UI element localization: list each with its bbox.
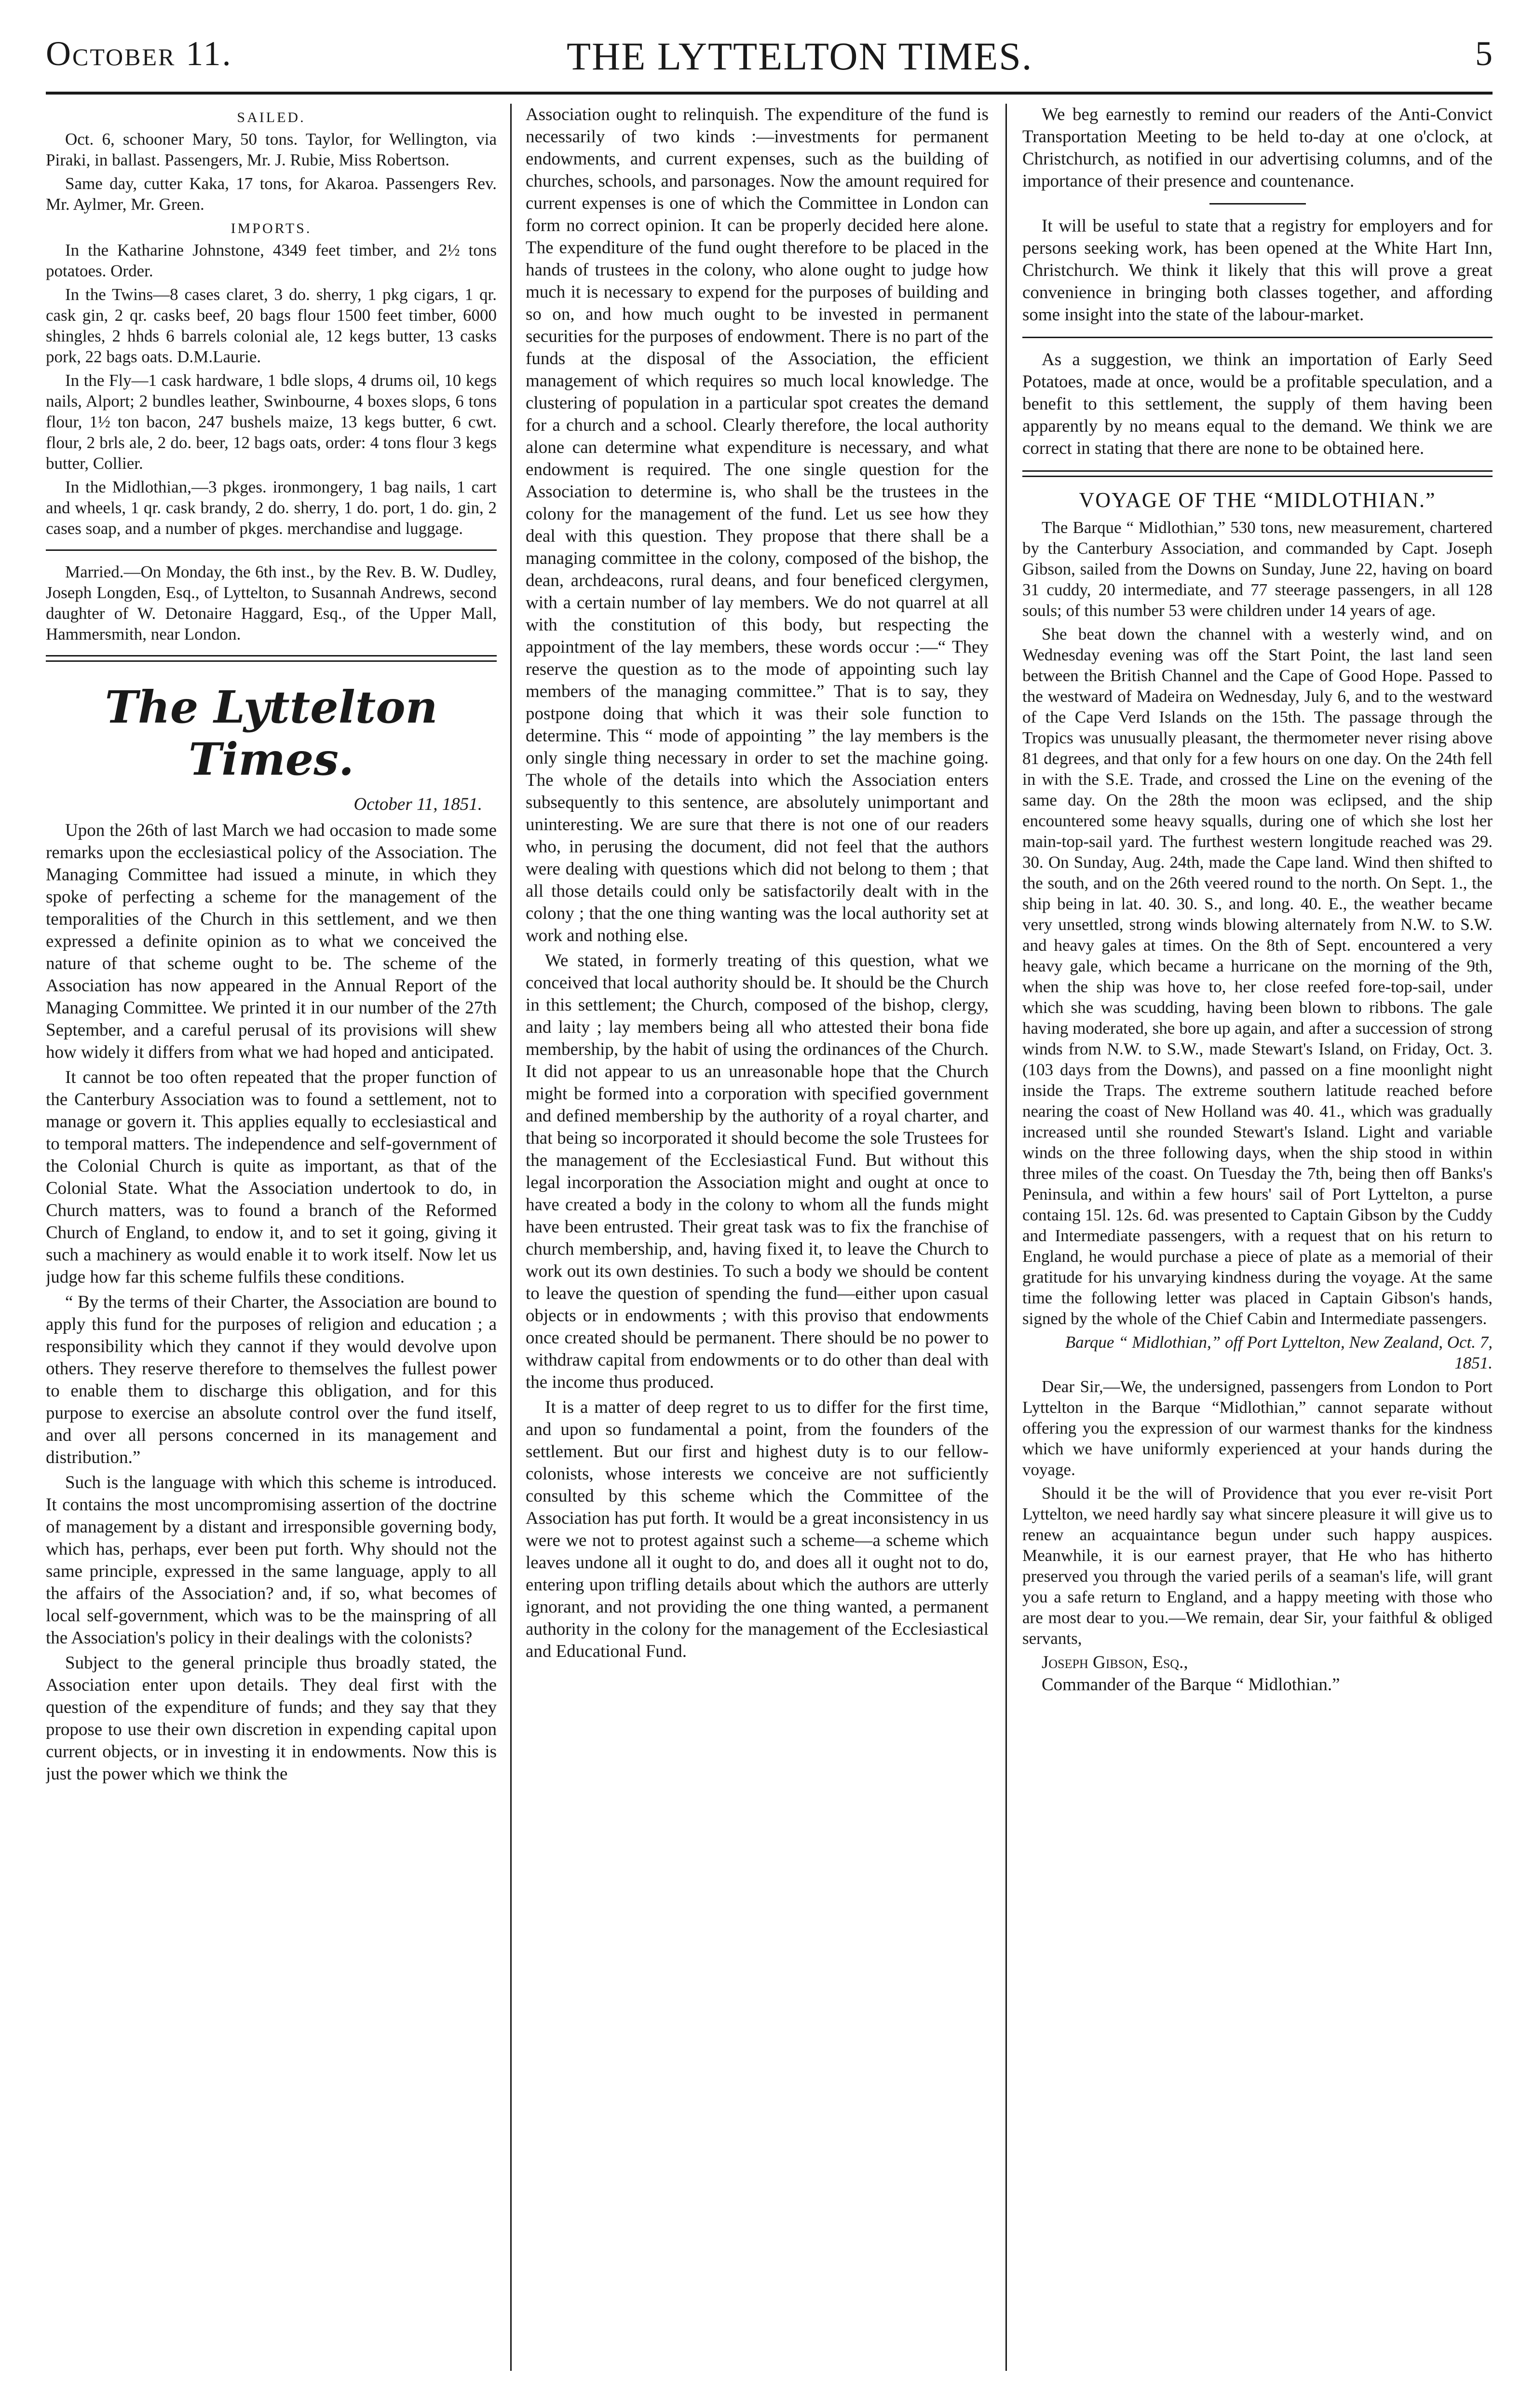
import-entry: In the Katharine Johnstone, 4349 feet timber, and 2½ tons potatoes. Order. <box>46 241 497 280</box>
notice-paragraph: It will be useful to state that a registry for employers and for persons seeking work, has been opened at the White Hart Inn, Christchurch. We think it likely that this will prove a great convenience in bringing both classes together, and affording some insight into the state of the labour-market. <box>1022 216 1493 325</box>
page-number: 5 <box>1475 34 1493 73</box>
editorial-paragraph: Such is the language with which this scheme is introduced. It contains the most uncompromising assertion of the doctrine of management by a distant and irresponsible governing body, which has, perhaps, ever been put forth. Why should not the same principle, expressed in the same language, apply to all the affairs of the Association? and, if so, what becomes of local self-government, which was to be the mainspring of all the Association's policy in their dealings with the colonists? <box>46 1473 497 1648</box>
sailed-heading: SAILED. <box>237 109 306 125</box>
marriage-notice: Married.—On Monday, the 6th inst., by the Rev. B. W. Dudley, Joseph Longden, Esq., of Lyttelton, to Susannah Andrews, second daughter of W. Detonaire Haggard, Esq., of the Upper Mall, Hammersmith, near London. <box>46 562 497 643</box>
letter-place: Barque “ Midlothian,” off Port Lyttelton, New Zealand, Oct. 7, 1851. <box>1065 1333 1493 1372</box>
editorial-dateline: October 11, 1851. <box>353 794 482 814</box>
voyage-heading: VOYAGE OF THE “MIDLOTHIAN.” <box>1079 488 1436 512</box>
notice-paragraph: As a suggestion, we think an importation of Early Seed Potatoes, made at once, would be a profitable speculation, and a benefit to this settlement, the supply of them having been apparently by no means equal to the demand. We think we are correct in stating that there are none to be obtained here. <box>1022 350 1493 458</box>
editorial-paragraph: Association ought to relinquish. The expenditure of the fund is necessarily of two kinds :—investments for permanent endowments, and current expenses, such as the building of churches, schools, and parsonages. Now the amount required for current expenses is one of which the Committee in London can form no correct opinion. It can be properly decided here alone. The expenditure of the fund ought therefore to be placed in the hands of trustees in the colony, who alone ought to judge how much it is necessary to expend for the purposes of building and so on, and how much ought to be invested in permanent securities for the purposes of endowment. There is no part of the funds at the disposal of the Association, the efficient management of which requires so much local knowledge. The clustering of population in a particular spot creates the demand for a church and a school. Clearly therefore, the local authority alone can determine what expenditure is necessary, and what endowment is required. The one single question for the Association to determine is, who shall be the trustees in the colony for the management of the fund. Let us see how they deal with this question. They propose that there shall be a managing committee in the colony, composed of the bishop, the dean, archdeacons, rural deans, and four beneficed clergymen, with a certain number of lay members. We do not quarrel at all with the constitution of this body, but respecting the appointment of the lay members, these words occur :—“ They reserve the question as to the mode of appointing such lay members of the managing committee.” That is to say, they postpone doing that which it was their sole function to determine. This “ mode of appointing ” the lay members is the only single thing necessary in order to set the machine going. The whole of the details into which the Association enters subsequently to this sentence, are absolutely unimportant and uninteresting. We are sure that there is not one of our readers who, in perusing the document, did not feel that the authors were dealing with questions which did not belong to them ; that all those details could only be satisfactorily dealt with in the colony ; that the one thing wanting was the local authority set at work and nothing else. <box>526 105 989 945</box>
imports-heading: IMPORTS. <box>231 220 312 236</box>
section-rule <box>46 655 497 662</box>
column-divider <box>1005 104 1007 2371</box>
editorial-masthead: The Lyttelton Times. <box>105 681 438 785</box>
signature-title: Commander of the Barque “ Midlothian.” <box>1042 1675 1340 1695</box>
voyage-paragraph: She beat down the channel with a westerly wind, and on Wednesday evening was off the Start Point, the last land seen between the British Channel and the Cape of Good Hope. Passed to the westward of Madeira on Wednesday, July 6, and to the westward of the Cape Verd Islands on the 15th. The passage through the Tropics was unusually pleasant, the thermometer never rising above 81 degrees, and that only for a few hours on one day. On the 24th fell in with the S.E. Trade, and crossed the Line on the evening of the same day. On the 28th the moon was eclipsed, and the ship encountered some heavy squalls, during one of which she lost her main-top-sail yard. The furthest western longitude reached was 29. 30. On Sunday, Aug. 24th, made the Cape land. Wind then shifted to the south, and on the 26th veered round to the north. On Sept. 1., the ship being in lat. 40. 30. S., and long. 40. E., the weather became very unsettled, strong winds blowing alternately from N.W. to S.W. and heavy gales at times. On the 8th of Sept. encountered a very heavy gale, which became a hurricane on the morning of the 9th, when the ship was hove to, her close reefed fore-top-sail, under which she was scudding, having been blown to ribbons. The gale having moderated, she bore up again, and after a succession of strong winds from N.W. to S.W., made Stewart's Island, on Friday, Oct. 3. (103 days from the Downs), and passed on a fine moonlight night inside the Traps. The extreme southern latitude reached before nearing the coast of New Holland was 40. 41., which was gradually increased until she rounded Stewart's Island. Light and variable winds on the three following days, when the ship stood in within three miles of the coast. On Tuesday the 7th, being then off Banks's Peninsula, and within a few hours' sail of Port Lyttelton, a purse containg 15l. 12s. 6d. was presented to Captain Gibson by the Cuddy and Intermediate passengers, with a request that on his return to England, he would purchase a piece of plate as a memorial of their gratitude for his unvarying kindness during the voyage. At the same time the following letter was placed in Captain Gibson's hands, signed by the whole of the Chief Cabin and Intermediate passengers. <box>1022 625 1493 1328</box>
page-header <box>46 34 1493 87</box>
section-rule <box>1209 203 1306 205</box>
editorial-paragraph: It is a matter of deep regret to us to differ for the first time, and upon so fundamental a point, from the founders of the settlement. But our first and highest duty is to our fellow-colonists, whose interests we conceive are not sufficiently consulted by this scheme which the Committee of the Association has put forth. It would be a great inconsistency in us were we not to protest against such a scheme—a scheme which leaves undone all it ought to do, and does all it ought not to do, entering upon trifling details about which the authors are utterly ignorant, and not providing the one thing wanted, a permanent authority in the colony for the management of the Ecclesiastical and Educational Fund. <box>526 1397 989 1661</box>
editorial-paragraph: “ By the terms of their Charter, the Association are bound to apply this fund for the purposes of religion and education ; a responsibility which they cannot if they would devolve upon others. They reserve therefore to themselves the fullest power to enable them to discharge this obligation, and for this purpose to exercise an absolute control over the fund itself, and over all persons concerned in its management and distribution.” <box>46 1292 497 1467</box>
editorial-paragraph: We stated, in formerly treating of this question, what we conceived that local authority should be. It should be the Church in this settlement; the Church, composed of the bishop, clergy, and laity ; lay members being all who attested their bona fide membership, by the habit of using the ordinances of the Church. It did not appear to us an unreasonable hope that the Church might be formed into a corporation with specified government and defined membership by the authority of a royal charter, and that being so incorporated it should become the sole Trustees for the management of the Ecclesiastical Fund. But without this legal incorporation the Association might and ought at once to have created a body in the colony to whom all the funds might have been entrusted. Their great task was to fix the franchise of church membership, and, having fixed it, to leave the Church to work out its own destinies. To such a body we should be content to leave the question of spending the fund—either upon casual objects or in endowments ; with this proviso that endowments once created should be permanent. There should be no power to withdraw capital from endowments or to do other than deal with the income thus produced. <box>526 951 989 1392</box>
section-rule <box>1022 470 1493 477</box>
newspaper-title: THE LYTTELTON TIMES. <box>567 34 1033 78</box>
letter-paragraph: Should it be the will of Providence that you ever re-visit Port Lyttelton, we need hardly say what sincere pleasure it will give us to renew an acquaintance begun under such happy auspices. Meanwhile, it is our earnest prayer, that He who has hitherto preserved you through the varied perils of a seaman's life, will grant you a safe return to England, and a happy meeting with those who are most dear to you.—We remain, dear Sir, your faithful & obliged servants, <box>1022 1484 1493 1648</box>
signature-name: Joseph Gibson, Esq., <box>1042 1653 1188 1672</box>
shipping-entry: Same day, cutter Kaka, 17 tons, for Akaroa. Passengers Rev. Mr. Aylmer, Mr. Green. <box>46 174 497 214</box>
letter-paragraph: Dear Sir,—We, the undersigned, passengers from London to Port Lyttelton in the Barque “Midlothian,” cannot separate without offering you the expression of our warmest thanks for the kindness which we have uniformly experienced at your hands during the voyage. <box>1022 1377 1493 1479</box>
voyage-paragraph: The Barque “ Midlothian,” 530 tons, new measurement, chartered by the Canterbury Association, and commanded by Capt. Joseph Gibson, sailed from the Downs on Sunday, June 22, having on board 31 cuddy, 20 intermediate, and 77 steerage passengers, in all 128 souls; of this number 53 were children under 14 years of age. <box>1022 518 1493 620</box>
column-3 <box>1022 104 1493 2371</box>
column-1 <box>46 104 497 2371</box>
import-entry: In the Twins—8 cases claret, 3 do. sherry, 1 pkg cigars, 1 qr. cask gin, 2 qr. casks beef, 20 bags flour 1500 feet timber, 6000 shingles, 2 hhds 6 barrels colonial ale, 12 kegs butter, 13 casks pork, 22 bags oats. D.M.Laurie. <box>46 285 497 366</box>
header-date: October 11. <box>46 34 232 73</box>
section-rule <box>1022 337 1493 338</box>
header-rule <box>46 92 1493 95</box>
import-entry: In the Fly—1 cask hardware, 1 bdle slops, 4 drums oil, 10 kegs nails, Alport; 2 bundles leather, Swinbourne, 4 boxes slops, 6 tons flour, 1½ ton bacon, 247 bushels maize, 13 kegs butter, 6 cwt. flour, 2 brls ale, 2 do. beer, 12 bags oats, order: 4 tons flour 3 kegs butter, Collier. <box>46 371 497 473</box>
import-entry: In the Midlothian,—3 pkges. ironmongery, 1 bag nails, 1 cart and wheels, 1 qr. cask brandy, 2 do. sherry, 1 do. port, 1 do. gin, 2 cases soap, and a number of pkges. merchandise and luggage. <box>46 478 497 538</box>
editorial-paragraph: Subject to the general principle thus broadly stated, the Association enter upon details. They deal first with the question of the expenditure of funds; and they say that they propose to use their own discretion in expending capital upon current objects, or in investing it in endowments. Now this is just the power which we think the <box>46 1653 497 1784</box>
column-2 <box>526 104 989 2371</box>
shipping-entry: Oct. 6, schooner Mary, 50 tons. Taylor, for Wellington, via Piraki, in ballast. Passengers, Mr. J. Rubie, Miss Robertson. <box>46 130 497 169</box>
notice-paragraph: We beg earnestly to remind our readers of the Anti-Convict Transportation Meeting to be held to-day at one o'clock, at Christchurch, as notified in our advertising columns, and of the importance of their presence and countenance. <box>1022 105 1493 191</box>
column-divider <box>510 104 512 2371</box>
editorial-paragraph: It cannot be too often repeated that the proper function of the Canterbury Association was to found a settlement, not to manage or govern it. This applies equally to ecclesiastical and to temporal matters. The independence and self-government of the Colonial Church is quite as important, as that of the Colonial State. What the Association undertook to do, in Church matters, was to found a branch of the Reformed Church of England, to endow it, and to set it going, giving it such a machinery as would enable it to work itself. Now let us judge how far this scheme fulfils these conditions. <box>46 1067 497 1287</box>
editorial-paragraph: Upon the 26th of last March we had occasion to made some remarks upon the ecclesiastical policy of the Association. The Managing Committee had issued a minute, in which they spoke of perfecting a scheme for the management of the temporalities of the Church in this settlement, and we then expressed a definite opinion as to what we conceived the nature of that scheme ought to be. The scheme of the Association has now appeared in the Annual Report of the Managing Committee. We printed it in our number of the 27th September, and a careful perusal of its provisions will shew how widely it differs from what we had hoped and anticipated. <box>46 821 497 1062</box>
section-rule <box>46 549 497 551</box>
